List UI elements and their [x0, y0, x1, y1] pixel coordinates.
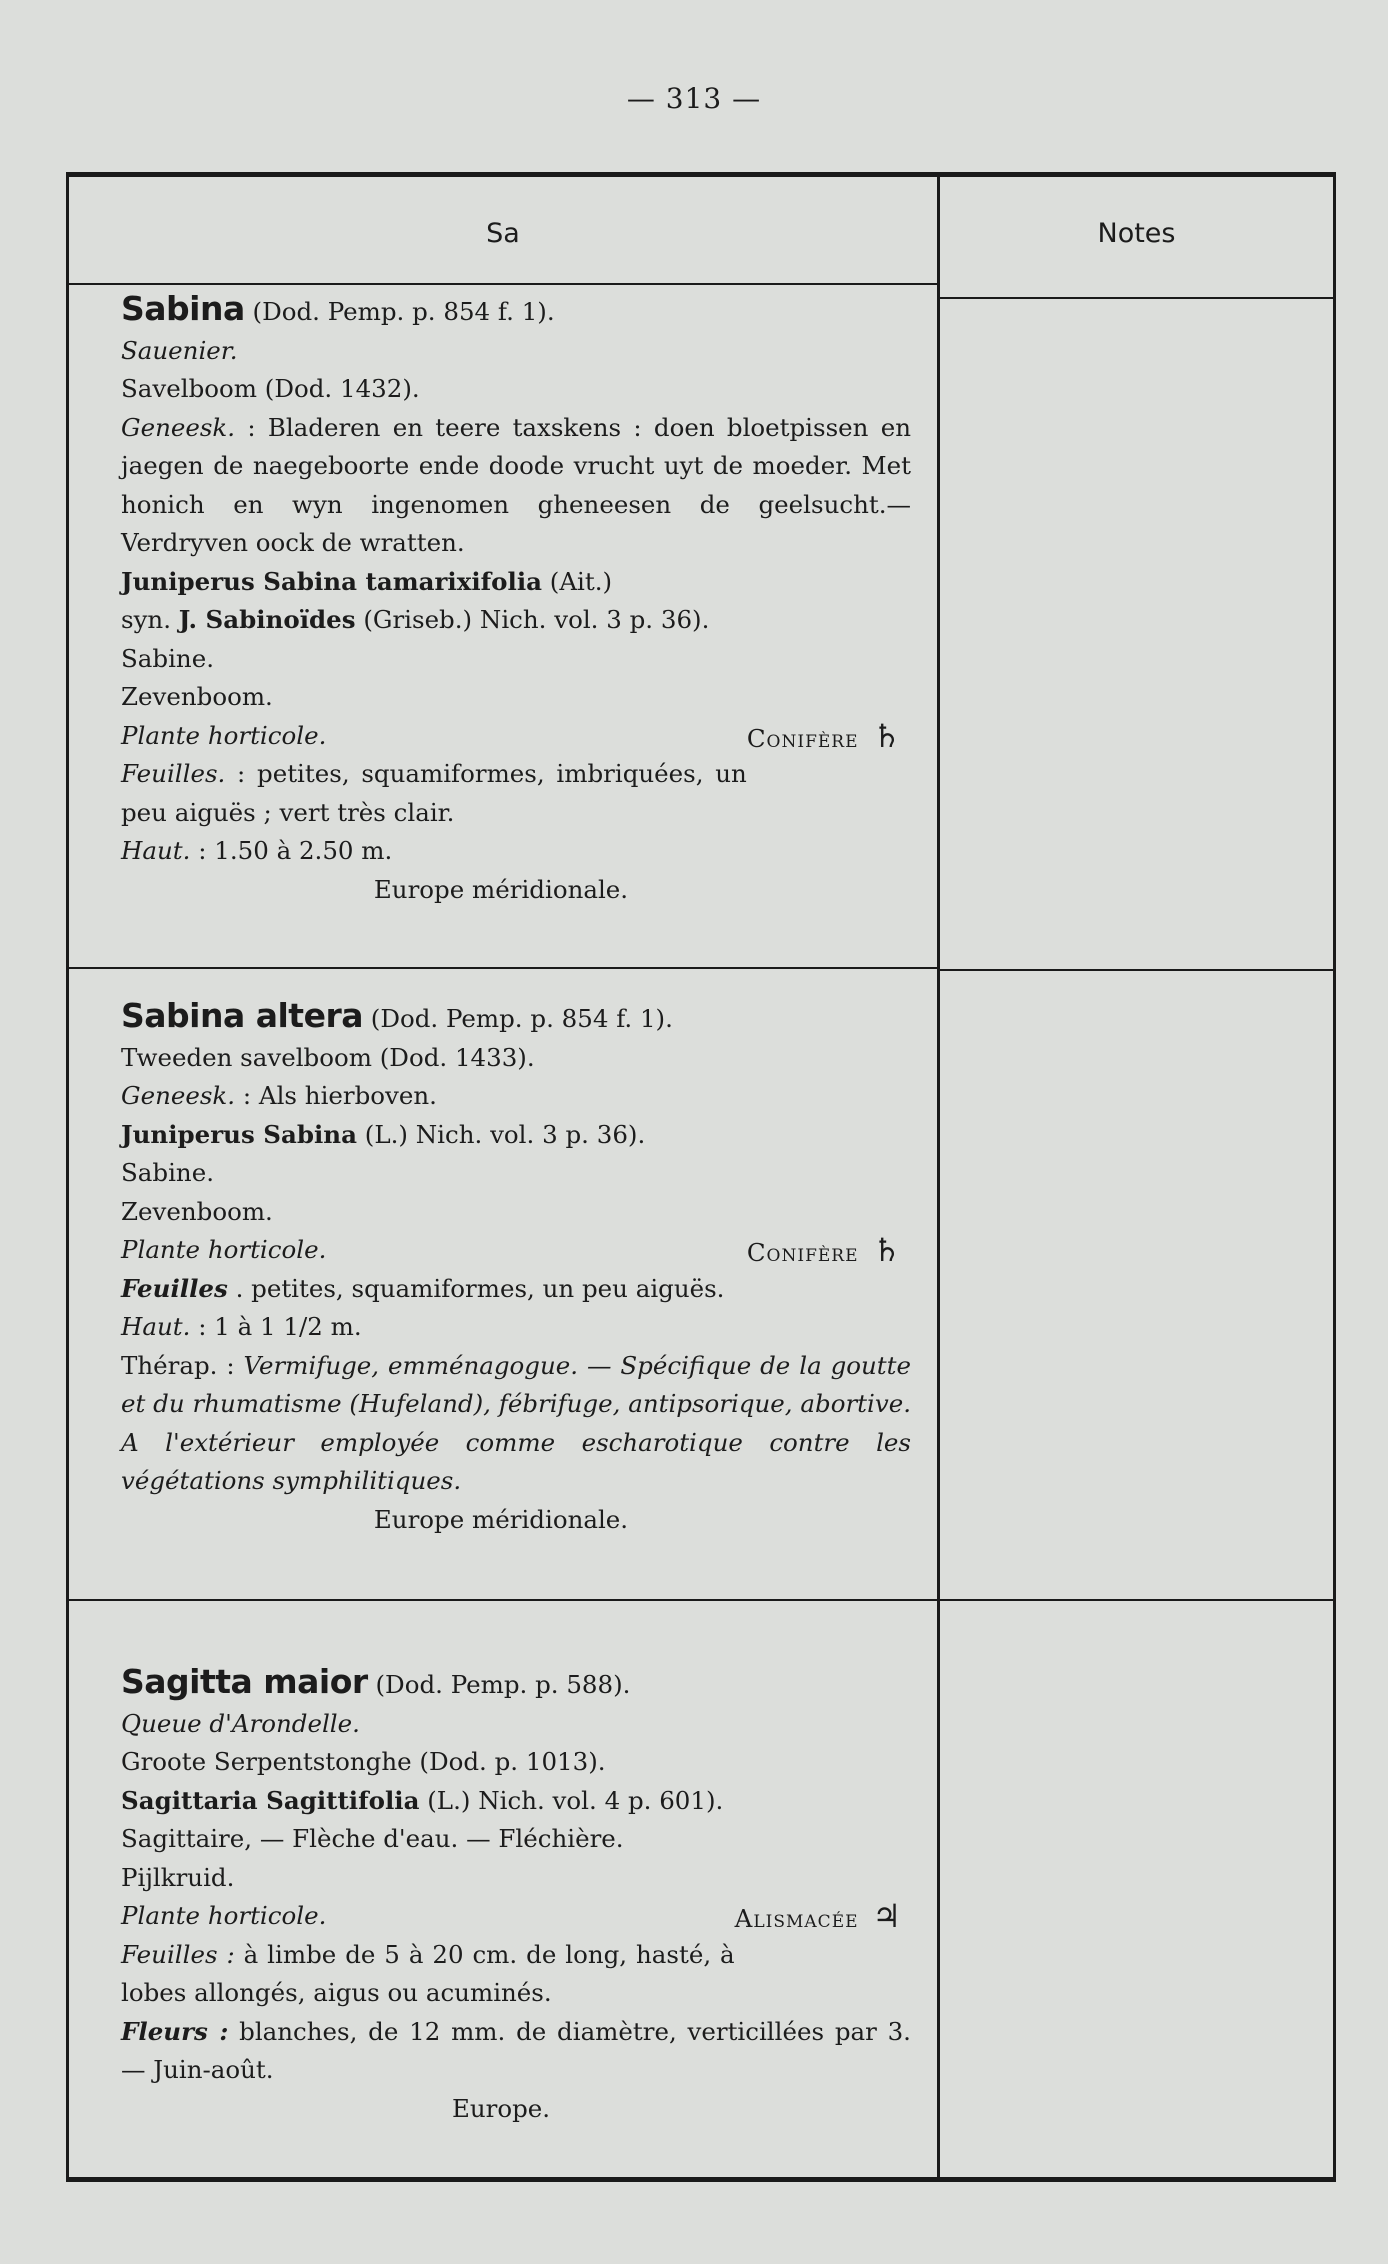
- header-rule-left: [69, 283, 937, 285]
- entry-sabina-altera: Sabina altera (Dod. Pemp. p. 854 f. 1). Tweeden savelboom (Dod. 1433). Geneesk. : Als hierboven. Juniperus Sabina (L.) Nich. vol. 3 p. 36). Sabine. Zevenboom. Plante horticole. Conifère ♄ Feuilles . petites, squamiformes, un peu aiguës. Haut. : 1 à 1 1/2 m. Thérap. : Vermifuge, emménagogue. — Spécifique de la goutte et du rhumatisme (Hufeland), fébrifuge, antipsorique, abortive. A l'extérieur employée comme escharotique contre les végétations symphilitiques. Europe méridionale.: [69, 997, 937, 1539]
- entry-flemish-name: Zevenboom.: [121, 1196, 273, 1226]
- saturn-symbol-icon: ♄: [872, 1231, 901, 1269]
- entry-reference: (Dod. Pemp. p. 854 f. 1).: [252, 297, 555, 326]
- entry-fleurs: Fleurs : blanches, de 12 mm. de diamètre, verticillées par 3. — Juin-août.: [121, 2016, 911, 2084]
- entry-therap: Thérap. : Vermifuge, emménagogue. — Spécifique de la goutte et du rhumatisme (Hufeland), fébrifuge, antipsorique, abortive. A l'extérieur employée comme escharotique contre les végétations symphilitiques.: [121, 1350, 912, 1495]
- page-number: — 313 —: [626, 82, 762, 115]
- entry-plante: Plante horticole.: [121, 1235, 327, 1264]
- entry-rule-left-1: [69, 967, 937, 969]
- entry-dutch-name: Groote Serpentstonghe (Dod. p. 1013).: [121, 1747, 606, 1776]
- column-header-notes: Notes: [1097, 217, 1176, 249]
- entry-french-name: Sabine.: [121, 643, 214, 673]
- entry-region: Europe méridionale.: [373, 874, 629, 904]
- column-divider: [937, 177, 940, 2177]
- entry-french-name: Sagittaire, — Flèche d'eau. — Fléchière.: [121, 1824, 624, 1853]
- entry-headword: Sabina: [121, 289, 245, 328]
- entry-rule-left-2: [69, 1599, 937, 1601]
- entry-latin-name: Sagittaria Sagittifolia: [121, 1785, 420, 1815]
- entry-flemish-name: Zevenboom.: [121, 682, 273, 711]
- entry-synonym: syn. J. Sabinoïdes (Griseb.) Nich. vol. 3 p. 36).: [121, 605, 710, 634]
- entry-feuilles: Feuilles . petites, squamiformes, un peu aiguës.: [121, 1273, 725, 1303]
- entry-headword: Sabina altera: [121, 996, 363, 1035]
- header-rule-right: [940, 297, 1333, 299]
- entry-plante: Plante horticole.: [121, 1901, 327, 1930]
- column-header-sa: Sa: [486, 217, 520, 249]
- entry-geneesk: Geneesk. : Bladeren en teere taxskens : doen bloetpissen en jaegen de naegeboorte ende doode vrucht uyt de moeder. Met honich en wyn ingenomen gheneesen de geelsucht.— Verdryven oock de wratten.: [121, 412, 911, 557]
- entry-reference: (Dod. Pemp. p. 854 f. 1).: [370, 1004, 673, 1033]
- entry-sagitta-maior: Sagitta maior (Dod. Pemp. p. 588). Queue d'Arondelle. Groote Serpentstonghe (Dod. p. 1013). Sagittaria Sagittifolia (L.) Nich. vol. 4 p. 601). Sagittaire, — Flèche d'eau. — Fléchière. Pijlkruid. Plante horticole. Alismacée ♃ Feuilles : à limbe de 5 à 20 cm. de long, hasté, à lobes allongés, aigus ou acuminés. Fleurs : blanches, de 12 mm. de diamètre, verticillées par 3. — Juin-août. Europe.: [69, 1663, 937, 2128]
- entry-feuilles: Feuilles. : petites, squamiformes, imbriquées, un peu aiguës ; vert très clair.: [121, 759, 747, 827]
- entry-dutch-name: Savelboom (Dod. 1432).: [121, 374, 420, 403]
- entry-geneesk: Geneesk. : Als hierboven.: [121, 1081, 437, 1110]
- entry-family: Conifère ♄: [746, 716, 901, 755]
- entry-region: Europe méridionale.: [373, 1504, 629, 1534]
- entry-sabina: Sabina (Dod. Pemp. p. 854 f. 1). Sauenier. Savelboom (Dod. 1432). Geneesk. : Bladeren en teere taxskens : doen bloetpissen en jaegen de naegeboorte ende doode vrucht uyt de moeder. Met honich en wyn ingenomen gheneesen de geelsucht.— Verdryven oock de wratten. Juniperus Sabina tamarixifolia (Ait.) syn. J. Sabinoïdes (Griseb.) Nich. vol. 3 p. 36). Sabine. Zevenboom. Plante horticole. Conifère ♄ Feuilles. : petites, squamiformes, imbriquées, un peu aiguës ; vert très clair. Haut. : 1.50 à 2.50 m. Europe méridionale.: [69, 290, 937, 909]
- entry-hauteur: Haut. : 1 à 1 1/2 m.: [121, 1312, 362, 1341]
- entry-rule-right-2: [940, 1599, 1333, 1601]
- entry-latin-name: Juniperus Sabina tamarixifolia: [121, 566, 542, 596]
- entry-headword: Sagitta maior: [121, 1662, 368, 1701]
- jupiter-symbol-icon: ♃: [872, 1897, 901, 1935]
- entry-latin-name: Juniperus Sabina: [121, 1119, 357, 1149]
- entry-family: Alismacée ♃: [734, 1897, 901, 1935]
- table-frame: [66, 172, 1336, 2182]
- entry-flemish-name: Pijlkruid.: [121, 1862, 235, 1892]
- entry-hauteur: Haut. : 1.50 à 2.50 m.: [121, 836, 393, 865]
- entry-feuilles: Feuilles : à limbe de 5 à 20 cm. de long, hasté, à lobes allongés, aigus ou acuminés.: [121, 1939, 735, 2007]
- entry-reference: (Dod. Pemp. p. 588).: [375, 1670, 631, 1699]
- saturn-symbol-icon: ♄: [872, 716, 901, 755]
- entry-french-name: Sabine.: [121, 1158, 214, 1187]
- entry-rule-right-1: [940, 969, 1333, 971]
- entry-dutch-name: Tweeden savelboom (Dod. 1433).: [121, 1042, 535, 1072]
- entry-vernacular: Sauenier.: [121, 335, 238, 365]
- entry-family: Conifère ♄: [746, 1231, 901, 1269]
- entry-plante: Plante horticole.: [121, 720, 327, 750]
- entry-region: Europe.: [451, 2093, 551, 2123]
- entry-vernacular: Queue d'Arondelle.: [121, 1708, 360, 1738]
